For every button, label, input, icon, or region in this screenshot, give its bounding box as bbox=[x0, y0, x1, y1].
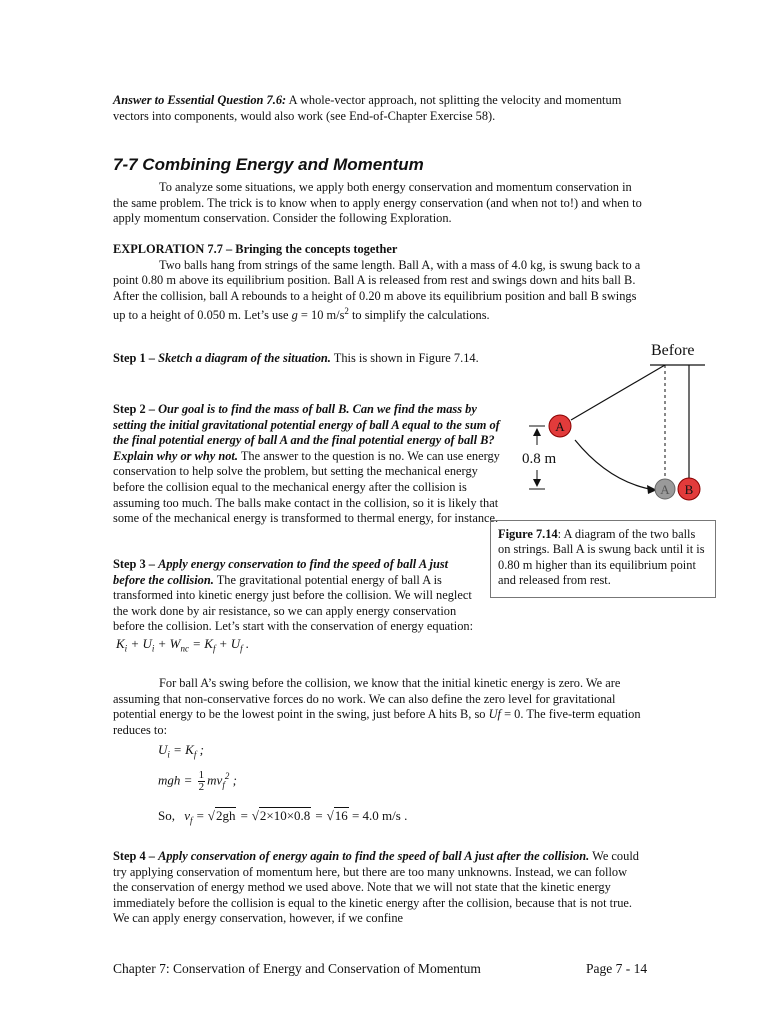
exploration-text-c: to simplify the calculations. bbox=[348, 308, 490, 323]
step2-paragraph bbox=[113, 402, 505, 527]
step2-label: Step 2 – bbox=[113, 402, 159, 416]
height-arrowhead-up bbox=[533, 428, 541, 436]
step1-title: Sketch a diagram of the situation. bbox=[158, 351, 331, 365]
equation-vf: So, $v_f = √2gh = √2\times 10\times 0.8 = √16 = 4.0$ m/s . bbox=[158, 808, 408, 826]
caption-text: : A diagram of the two balls on strings. Ball A is swung back until it is 0.80 m higher than its equilibrium point and released from rest. bbox=[498, 527, 705, 588]
ball-a-text-b: = 0. The five-term equation reduces to: bbox=[113, 707, 641, 737]
equation-ui-kf: $U_i = K_f$ ; bbox=[158, 742, 204, 760]
equation-mgh: mgh = $\frac{1}{2}$ $mv_f^2$ ; bbox=[158, 769, 237, 793]
step4-text: We could try applying conservation of momentum here, but there are too many unknowns. Instead, we can follow the conservation of energy method we used above. Note that we will not state that the kinetic energy immediately before the collision is equal to the kinetic energy after the collision, because that is not true. We can apply energy conservation, however, if we confine bbox=[113, 849, 639, 926]
answer-label: Answer to Essential Question 7.6: bbox=[113, 93, 287, 107]
uf-symbol: Uf bbox=[488, 707, 501, 722]
intro-text: To analyze some situations, we apply both energy conservation and momentum conservation in the same problem. The trick is to know when to apply energy conservation (and when not to!) and when to apply momentum conservation. Consider the following Exploration. bbox=[113, 180, 642, 226]
step4-title: Apply conservation of energy again to find the speed of ball A just after the collision. bbox=[158, 849, 590, 863]
footer-chapter: Chapter 7: Conservation of Energy and Conservation of Momentum bbox=[113, 961, 481, 976]
height-label: 0.8 m bbox=[522, 451, 557, 467]
energy-equation: $K_i + U_i + W_{nc} = K_f + U_f$ . bbox=[116, 636, 250, 654]
step2-text: The answer to the question is no. We can use energy conservation to help solve the problem, but setting the mechanical energy before the collision equal to the mechanical energy after the collision is assuming too much. The balls make contact in the collision, so it is likely that some of the mechanical energy is transformed to thermal energy, for instance. bbox=[113, 448, 500, 526]
step4-label: Step 4 – bbox=[113, 849, 159, 863]
answer-text: A whole-vector approach, not splitting the velocity and momentum vectors into components, would also work (see End-of-Chapter Exercise 58). bbox=[113, 93, 622, 123]
ball-b-label: B bbox=[684, 482, 694, 497]
figure-caption bbox=[490, 520, 716, 598]
vf-result: = 4.0 m/s bbox=[351, 808, 401, 823]
answer-paragraph bbox=[113, 93, 643, 124]
exploration-body bbox=[113, 258, 643, 325]
step3-paragraph bbox=[113, 557, 481, 635]
step1-label: Step 1 – bbox=[113, 351, 159, 365]
exploration-text-b: = 10 m/s bbox=[297, 308, 345, 323]
step3-label: Step 3 – bbox=[113, 557, 159, 571]
string-a bbox=[571, 365, 665, 420]
step1-paragraph bbox=[113, 351, 493, 367]
g-symbol: g bbox=[291, 308, 298, 323]
swing-path-arrow bbox=[575, 440, 655, 490]
exploration-heading: EXPLORATION 7.7 – Bringing the concepts together bbox=[113, 242, 398, 256]
squared: 2 bbox=[344, 306, 349, 317]
step3-title: Apply energy conservation to find the speed of ball A just before the collision. bbox=[113, 557, 449, 587]
step2-title: Our goal is to find the mass of ball B. Can we find the mass by setting the initial gravitational potential energy of ball A equal to the sum of the final potential energy of ball A and the final potential energy of ball B? Explain why or why not. bbox=[113, 402, 500, 463]
ball-a-text-a: For ball A’s swing before the collision, we know that the initial kinetic energy is zero. We are assuming that non-conservative forces do no work. We can also define the zero level for gravitational potential energy to be the lowest point in the swing, just before A hits B, so bbox=[113, 676, 621, 722]
intro-paragraph bbox=[113, 180, 643, 227]
exploration-block bbox=[113, 242, 643, 324]
section-title: 7-7 Combining Energy and Momentum bbox=[113, 155, 424, 174]
footer-page-number: Page 7 - 14 bbox=[586, 961, 648, 976]
ghost-ball-a-label: A bbox=[660, 482, 670, 497]
caption-label: Figure 7.14 bbox=[498, 527, 558, 541]
before-label: Before bbox=[651, 342, 695, 359]
step3-text: The gravitational potential energy of ball A is transformed into kinetic energy just before the collision. We will neglect the work done by air resistance, so we can apply energy conservation before the collision. Let’s start with the conservation of energy equation: bbox=[113, 572, 474, 634]
ball-a-label: A bbox=[555, 419, 565, 434]
exploration-text-a: Two balls hang from strings of the same length. Ball A, with a mass of 4.0 kg, is swung back to a point 0.80 m above its equilibrium position. Ball A is released from rest and swings down and hits ball B. After the collision, ball A rebounds to a height of 0.20 m above its equilibrium position and ball B swings up to a height of 0.050 m. Let’s use bbox=[113, 257, 641, 323]
ball-a-paragraph bbox=[113, 676, 643, 738]
height-arrowhead-down bbox=[533, 479, 541, 487]
so-label: So, bbox=[158, 808, 175, 823]
step1-text: This is shown in Figure 7.14. bbox=[330, 351, 479, 365]
pendulum-diagram bbox=[515, 335, 720, 515]
step4-paragraph bbox=[113, 849, 643, 927]
